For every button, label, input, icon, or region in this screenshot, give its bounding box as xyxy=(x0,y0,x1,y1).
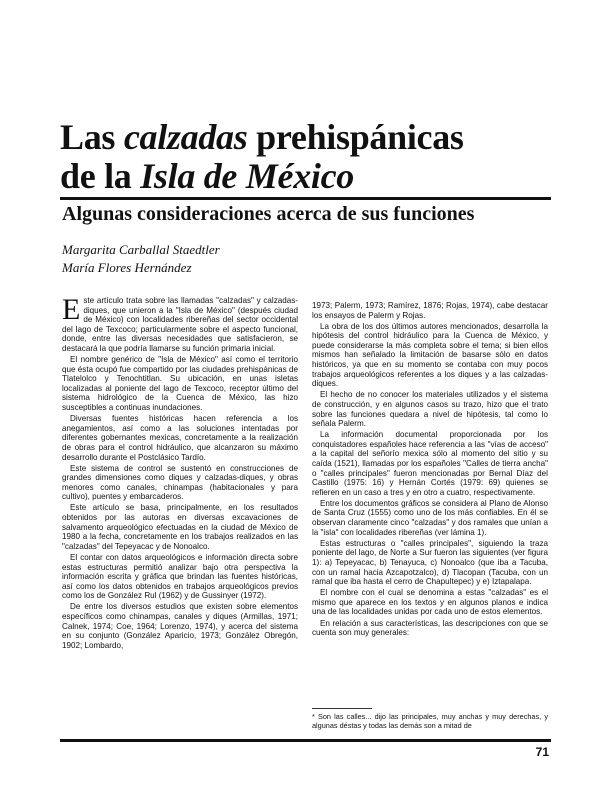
left-column xyxy=(62,293,298,652)
paragraph: La información documental proporcionada por los conquistadores españoles hace referencia a las "vías de acceso" a la capital del señorío mexica sólo al momento del sitio y su caída (1521), llamadas por los españoles "Calles de tierra ancha" o "calles principales" fueron mencionadas por Bernal Díaz del Castillo (1975: 16) y Hernán Cortés (1979: 69) quienes se refieren en un caso a tres y en otro a cuatro, respectivamente. xyxy=(312,430,548,497)
paragraph: Diversas fuentes históricas hacen referencia a los anegamientos, así como a las soluciones intentadas por diferentes gobernantes mexicas, concretamente a la realización de obras para el control hidráulico, que alcanzaron su máximo desarrollo durante el Postclásico Tardío. xyxy=(62,414,298,462)
paragraph: La obra de los dos últimos autores mencionados, desarrolla la hipótesis del control hidráulico para la Cuenca de México, y puede considerarse la más completa sobre el tema; si bien ellos mismos han señalado la limitación de basarse sólo en datos históricos, ya que en su momento se contaba con muy pocos trabajos arqueológicos referentes a los diques y a las calzadas-diques. xyxy=(312,321,548,389)
paragraph: El hecho de no conocer los materiales utilizados y el sistema de construcción, y en algunos casos su trazo, hizo que el trato sobre las funciones quedara a nivel de hipótesis, tal como lo señala Palerm. xyxy=(312,390,548,429)
paragraph: Este artículo se basa, principalmente, en los resultados obtenidos por las autoras en diversas excavaciones de salvamento arqueológico efectuadas en la ciudad de México de 1980 a la fecha, concretamente en los trabajos realizados en las "calzadas" del Tepeyacac y de Nonoalco. xyxy=(62,503,298,551)
paragraph: El contar con datos arqueológicos e información directa sobre estas estructuras permitió analizar bajo otra perspectiva la información escrita y gráfica que brindan las fuentes históricas, así como los datos obtenidos en trabajos arqueológicos previos como los de González Rul (1962) y de Gussinyer (1972). xyxy=(62,552,298,601)
title-word-calzadas: calzadas xyxy=(123,117,248,157)
paragraph: El nombre genérico de "Isla de México" así como el territorio que ésta ocupó fue compartido por las ciudades prehispánicas de Tlatelolco y Tenochtitlan. Su ubicación, en unas isletas localizadas al poniente del lago de Texcoco, receptor último del sistema hidrológico de la Cuenca de México, las hizo susceptibles a continuas inundaciones. xyxy=(62,355,298,413)
bottom-rule xyxy=(60,739,551,742)
right-column xyxy=(312,301,548,639)
footnote: * Son las calles... dijo las principales, muy anchas y muy derechas, y algunas déstas y todas las demás son a mitad de xyxy=(312,712,548,730)
paragraph: 1973; Palerm, 1973; Ramírez, 1876; Rojas, 1974), cabe destacar los ensayos de Palerm y Rojas. xyxy=(312,301,548,320)
title-rule xyxy=(60,197,551,200)
page-number: 71 xyxy=(535,745,549,759)
title-word-de-la: de la xyxy=(60,156,141,196)
paragraph: En relación a sus características, las descripciones con que se cuenta son muy generales: xyxy=(312,618,548,638)
paragraph-text: ste artículo trata sobre las llamadas "calzadas" y calzadas-diques, que unieron a la "Isla de México" (después ciudad de México) con localidades ribereñas del sector occidental del lago de Texcoco; particularmente sobre el aspecto funcional, donde, entre las diversas necesidades que satisfacieron, se destacará la que podría llamarse su función primaria inicial. xyxy=(62,296,298,353)
title-isla-de-mexico: Isla de México xyxy=(140,156,354,196)
paragraph: El nombre con el cual se denomina a estas "calzadas" es el mismo que aparece en los textos y en algunos planos e indica una de las localidades unidas por cada uno de estos elementos. xyxy=(312,588,548,617)
article-title-line-1 xyxy=(60,118,464,156)
paragraph: Este sistema de control se sustentó en construcciones de grandes dimensiones como diques y calzadas-diques, y obras menores como canales, chinampas (habitacionales y para cultivo), puentes y embarcaderos. xyxy=(62,463,298,502)
article-title-line-2 xyxy=(60,157,354,195)
title-word-las: Las xyxy=(60,117,124,157)
paragraph: Estas estructuras o "calles principales", siguiendo la traza poniente del lago, de Norte a Sur fueron las siguientes (ver figura 1): a) Tepeyacac, b) Tenayuca, c) Nonoalco (que iba a Tacuba, con un ramal hacia Azcapotzalco), d) Tlacopan (Tacuba, con un ramal que iba hasta el cerro de Chapultepec) y e) Iztapalapa. xyxy=(312,538,548,587)
paragraph: Entre los documentos gráficos se considera al Plano de Alonso de Santa Cruz (1555) como uno de los más confiables. En él se observan claramente cinco "calzadas" y dos ramales que unían a la "isla" con localidades ribereñas (ver lámina 1). xyxy=(312,498,548,537)
paragraph: De entre los diversos estudios que existen sobre elementos específicos como chinampas, canales y diques (Armillas, 1971; Calnek, 1974; Coe, 1964; Lorenzo, 1974), y acerca del sistema en su conjunto (González Aparicio, 1973; González Obregón, 1902; Lombardo, xyxy=(62,602,298,650)
article-subtitle: Algunas consideraciones acerca de sus funciones xyxy=(62,203,475,225)
paragraph xyxy=(62,293,298,354)
title-word-prehispanicas: prehispánicas xyxy=(247,117,464,157)
author-2: María Flores Hernández xyxy=(62,260,192,275)
drop-cap: E xyxy=(62,293,81,326)
author-1: Margarita Carballal Staedtler xyxy=(62,242,220,257)
footnote-rule xyxy=(312,708,372,709)
